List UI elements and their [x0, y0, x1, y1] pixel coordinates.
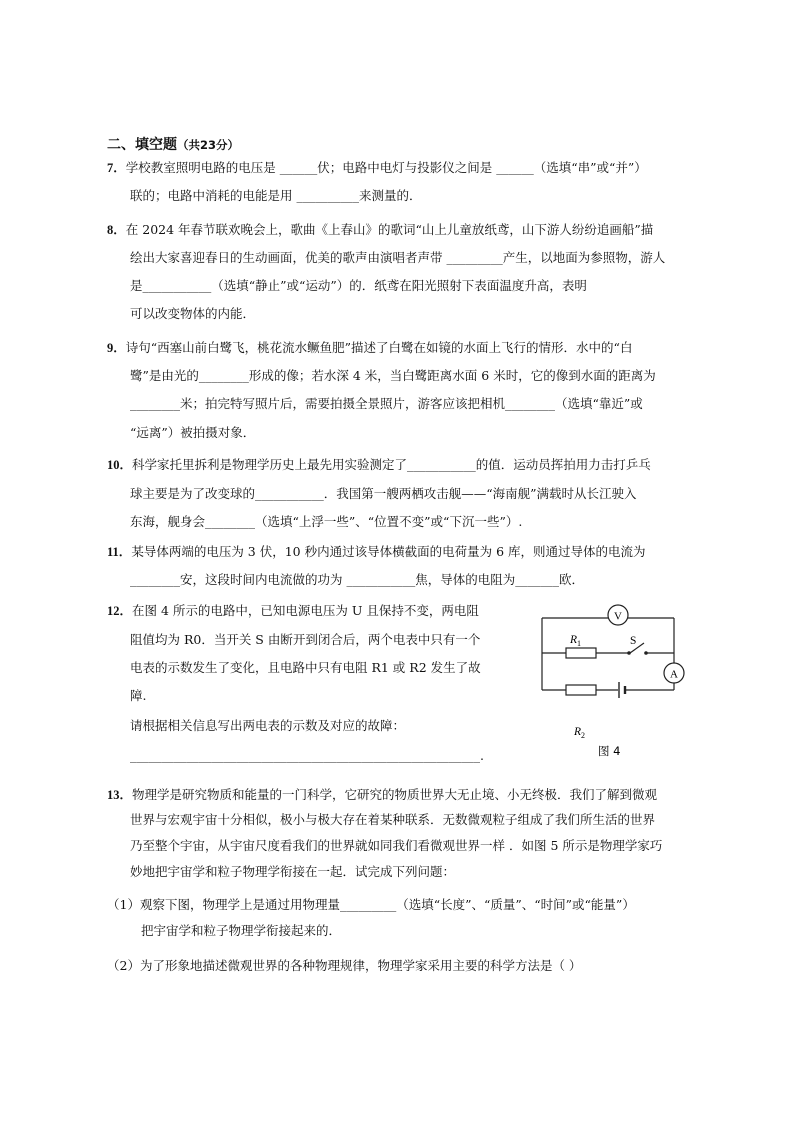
q13-sub1-line2: 把宇宙学和粒子物理学衔接起来的．	[141, 923, 342, 938]
resistor-r1-icon	[566, 648, 596, 658]
section-subtitle: （共23分）	[177, 138, 240, 152]
q13-text1: 物理学是研究物质和能量的一门科学，它研究的物质世界大无止境、小无终极．我们了解到微观	[132, 787, 658, 802]
q8-line2: 绘出大家喜迎春日的生动画面，优美的歌声由演唱者声带 _________产生，以地面为参照物，游人	[130, 250, 666, 265]
q13-line2: 世界与宏观宇宙十分相似，极小与极大存在着某种联系．无数微观粒子组成了我们所生活的世界	[130, 812, 656, 827]
q13-line4: 妙地把宇宙学和粒子物理学衔接在一起．试完成下列问题：	[130, 864, 456, 879]
r2-label: $R_2$	[574, 726, 586, 740]
q12-line4: 障.	[130, 688, 147, 703]
circuit-diagram-figure4	[536, 598, 696, 768]
q8-line1	[107, 222, 653, 238]
q12-text1: 在图 4 所示的电路中，已知电源电压为 U 且保持不变，两电阻	[132, 603, 479, 618]
figure4-caption: 图 4	[598, 744, 621, 758]
q11-text1: 某导体两端的电压为 3 伏，10 秒内通过该导体横截面的电荷量为 6 库，则通过导体的电流为	[131, 544, 646, 559]
q10-number: 10．	[107, 458, 133, 472]
q10-line2: 球主要是为了改变球的___________．我国第一艘两栖攻击舰——“海南舰”满载时从长江驶入	[130, 486, 637, 501]
q12-line1	[107, 603, 479, 619]
q9-line2: 鹭”是由光的________形成的像；若水深 4 米，当白鹭距离水面 6 米时，它的像到水面的距离为	[130, 368, 656, 383]
q12-line2: 阻值均为 R0．当开关 S 由断开到闭合后，两个电表中只有一个	[130, 632, 481, 647]
voltmeter-label: V	[614, 610, 622, 623]
q8-line4: 可以改变物体的内能．	[130, 306, 256, 321]
ammeter-label: A	[670, 668, 678, 681]
q9-line3: ________米；拍完特写照片后，需要拍摄全景照片，游客应该把相机________（选填“靠近”或	[130, 396, 643, 411]
q13-sub1-line1: （1）观察下图，物理学上是通过用物理量_________（选填“长度”、“质量”、“时间”或“能量”）	[107, 897, 635, 912]
q11-line1	[107, 544, 646, 560]
q8-line3: 是___________（选填“静止”或“运动”）的．纸鸢在阳光照射下表面温度升高，表明	[130, 278, 587, 293]
q13-line3: 乃至整个宇宙，从宇宙尺度看我们的世界就如同我们看微观世界一样 ．如图 5 所示是物理学家巧	[130, 838, 663, 853]
switch-label: S	[630, 635, 637, 647]
q8-number: 8．	[107, 223, 126, 237]
q9-number: 9．	[107, 341, 126, 355]
q8-text1: 在 2024 年春节联欢晚会上，歌曲《上春山》的歌词“山上儿童放纸鸢，山下游人纷纷追画船”描	[125, 222, 654, 237]
q10-line1	[107, 457, 651, 473]
resistor-r2-icon	[566, 685, 596, 695]
q12-number: 12．	[107, 604, 133, 618]
q7-line2: 联的；电路中消耗的电能是用 __________来测量的．	[130, 188, 422, 203]
q10-text1: 科学家托里拆利是物理学历史上最先用实验测定了___________的值．运动员挥拍用力击打乒乓	[132, 457, 651, 472]
q13-sub2: （2）为了形象地描述微观世界的各种物理规律，物理学家采用主要的科学方法是（ ）	[107, 958, 582, 973]
q7-number: 7．	[107, 161, 126, 175]
q10-line3: 东海，舰身会________（选填“上浮一些”、“位置不变”或“下沉一些”）.	[130, 514, 523, 529]
q9-line1	[107, 340, 632, 356]
section-title-text: 二、填空题	[107, 137, 177, 153]
r1-label: $R_1$	[570, 634, 582, 648]
q13-line1	[107, 787, 657, 803]
q11-number: 11．	[107, 545, 132, 559]
section-title	[107, 134, 239, 154]
q9-text1: 诗句“西塞山前白鹭飞，桃花流水鳜鱼肥”描述了白鹭在如镜的水面上飞行的情形．水中的“白	[125, 340, 633, 355]
q12-line3: 电表的示数发生了变化，且电路中只有电阻 R1 或 R2 发生了故	[130, 660, 481, 675]
q9-line4: “远离”）被拍摄对象．	[130, 425, 256, 440]
q7-line1	[107, 160, 647, 176]
q13-number: 13．	[107, 788, 133, 802]
q7-text1: 学校教室照明电路的电压是 ______伏；电路中电灯与投影仪之间是 ______（选填“串”或“并”）	[125, 160, 647, 175]
q12-line6: ________________________________________________________.	[130, 748, 484, 763]
q12-line5: 请根据相关信息写出两电表的示数及对应的故障：	[130, 718, 406, 733]
q11-line2: ________安，这段时间内电流做的功为 ___________焦，导体的电阻为_______欧．	[130, 572, 584, 587]
